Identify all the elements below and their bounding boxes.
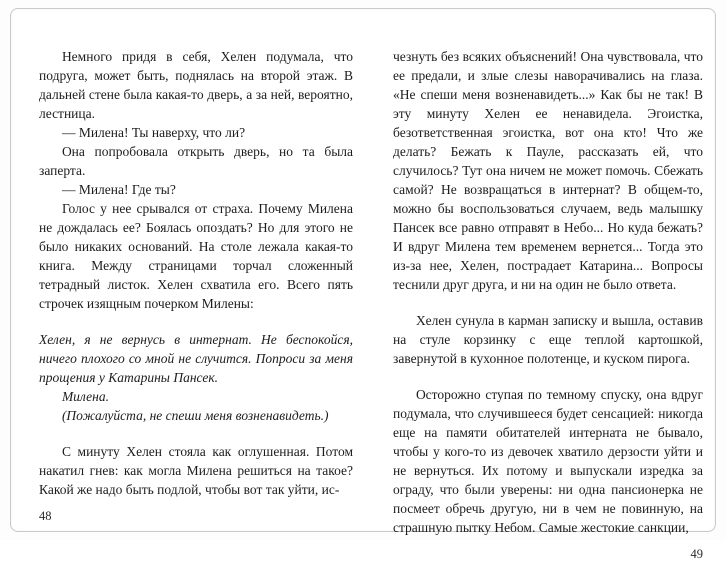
paragraph: Немного придя в себя, Хелен подумала, что подруга, может быть, поднялась на второй этаж. В дальней стене была какая-то дверь, а за ней, вероятно, лестница. (39, 49, 353, 121)
paragraph: (Пожалуйста, не спеши меня возненавидеть.) (61, 408, 329, 423)
paragraph: Хелен сунула в карман записку и вышла, оставив на стуле корзинку с еще теплой картошкой, завернутой в кухонное полотенце, и куском пирога. (393, 313, 703, 366)
page-number-right: 49 (690, 547, 703, 561)
page-left-text (39, 47, 353, 499)
paragraph: — Милена! Где ты? (61, 182, 176, 197)
paragraph: Хелен, я не вернусь в интернат. Не беспокойся, ничего плохого со мной не случится. Попроси за меня прощения у Катарины Пансек. (39, 332, 353, 385)
page-right (363, 9, 715, 561)
paragraph: чезнуть без всяких объяснений! Она чувствовала, что ее предали, и злые слезы наворачивались на глаза. «Не спеши меня возненавидеть...» Как бы не так! В эту минуту Хелен ее ненавидела. Эгоистка, безответственная эгоистка, вот она кто! Что же делать? Бежать к Пауле, рассказать ей, что случилось? Тут она ничем не может помочь. Сбежать самой? Не возвращаться в интернат? В общем-то, можно бы воспользоваться случаем, ведь малышку Пансек все равно отправят в Небо... Но куда бежать? И вдруг Милена тем временем вернется... Тогда это из-за нее, Хелен, пострадает Катарина... Вопросы теснили друг друга, и ни на один не было ответа. (393, 49, 703, 292)
paragraph: С минуту Хелен стояла как оглушенная. Потом накатил гнев: как могла Милена решиться на такое? Какой же надо быть подлой, чтобы вот так уйти, ис- (39, 444, 353, 497)
page-number-left: 48 (39, 509, 52, 523)
paragraph: — Милена! Ты наверху, что ли? (61, 125, 246, 140)
paragraph: Она попробовала открыть дверь, но та была заперта. (39, 144, 353, 178)
page-right-text (393, 47, 703, 537)
paragraph: Милена. (61, 389, 109, 404)
paragraph: Голос у нее срывался от страха. Почему Милена не дождалась ее? Боялась опоздать? Но для этого не было никаких оснований. На столе лежала какая-то книга. Между страницами торчал сложенный тетрадный листок. Хелен схватила его. Всего пять строчек изящным почерком Милены: (39, 201, 353, 311)
page-left (11, 9, 363, 531)
paragraph: Осторожно ступая по темному спуску, она вдруг подумала, что случившееся будет сенсацией: никогда еще на памяти обитателей интерната не бывало, чтобы у кого-то из девочек хватило дерзости уйти и не вернуться. Их потому и выпускали изредка за ограду, что были уверены: ни одна пансионерка не посмеет обречь другую, ни в чем не повинную, на страшную пытку Небом. Самые жестокие санкции, (393, 387, 703, 535)
book-spread (10, 8, 716, 561)
